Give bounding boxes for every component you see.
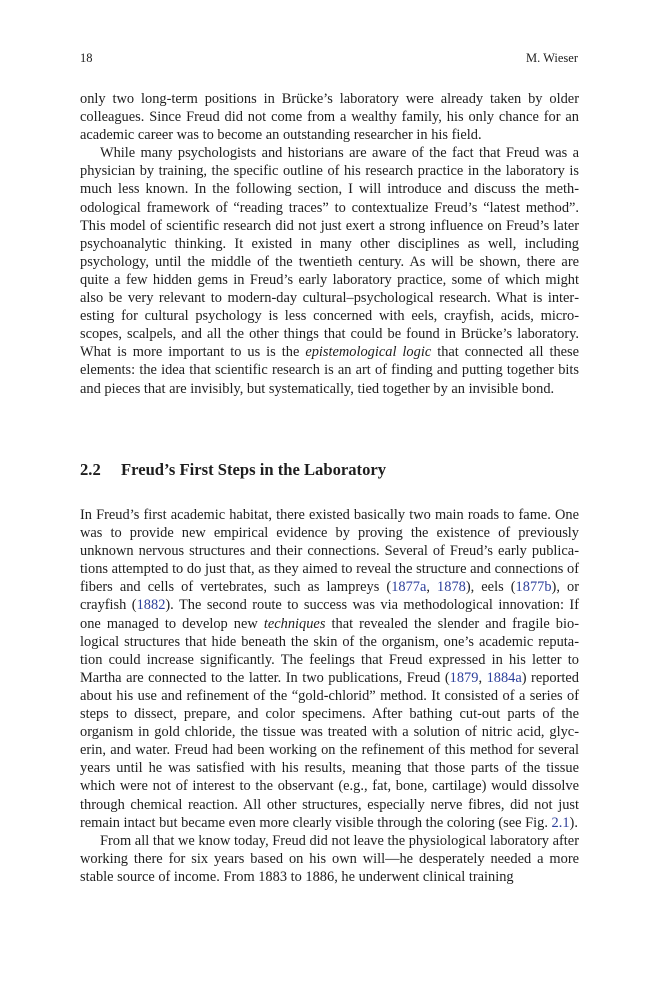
paragraph-3-text: that revealed the slender and fragile biological structures that hide beneath the skin of the organism, one’s academic reputation could increase significantly. The feelings that Freud expressed in his letter to Martha are connected to the latter. In two publications, Freud (: [80, 615, 579, 686]
paragraph-3-text: ,: [478, 669, 487, 686]
citation-link[interactable]: 1879: [449, 669, 479, 686]
citation-link[interactable]: 1877a: [391, 579, 427, 596]
citation-link[interactable]: 1878: [437, 579, 466, 596]
paragraph-4: From all that we know today, Freud did not leave the physiological laboratory after working there for six years based on his own will—he desperately needed a more stable source of income. From 1883 to 1886, he underwent clinical training: [80, 832, 579, 885]
running-header: [80, 51, 578, 71]
paragraph-3-italic: techniques: [263, 615, 326, 632]
running-head-author: M. Wieser: [525, 51, 578, 65]
paragraph-2-text-a: While many psychologists and historians are aware of the fact that Freud was a physician by training, the specific outline of his research practice in the laboratory is much less known. In the following section, I will introduce and discuss the methodological framework of “reading traces” to contextualize Freud’s “latest method”. This model of scientific research did not just exert a strong influence on Freud’s later psychoanalytic thinking. It existed in many other disciplines as well, including psychology, until the middle of the twentieth century. As will be shown, there are quite a few hidden gems in Freud’s early laboratory practice, some of which might also be very relevant to modern-day cultural–psychological research. What is interesting for cultural psychology is less concerned with eels, crayfish, acids, microscopes, scalpels, and all the other things that could be found in Brücke’s laboratory. What is more important to us is the: [80, 145, 579, 361]
paragraph-3-text: In Freud’s first academic habitat, there existed basically two main roads to fame. One was to provide new empirical evidence by proving the existence of previously unknown nervous structures and their connections. Several of Freud’s early publications attempted to do just that, as they aimed to reveal the structure and connections of fibers and cells of vertebrates, such as lampreys (: [80, 507, 579, 596]
citation-link[interactable]: 1877b: [515, 579, 552, 596]
section-title: Freud’s First Steps in the Laboratory: [121, 460, 387, 479]
paragraph-1: only two long-term positions in Brücke’s laboratory were already taken by older colleagues. Since Freud did not come from a wealthy family, his only chance for an academic career was to become an outstanding researcher in his field.: [80, 91, 579, 144]
page-number: 18: [80, 51, 93, 65]
paragraph-3-text: ).: [569, 814, 578, 831]
section-number: 2.2: [80, 460, 101, 479]
paragraph-2-italic: epistemological logic: [305, 344, 432, 361]
paragraph-3: [80, 506, 579, 832]
paragraph-2: [80, 144, 579, 397]
paragraph-3-text: ). The second route to success was via methodological innovation: If one managed to develop new: [80, 597, 579, 632]
paragraph-3-text: ,: [426, 579, 438, 596]
text-block-top: [80, 90, 579, 398]
paragraph-3-text: ), eels (: [465, 579, 516, 596]
text-block-bottom: [80, 506, 579, 886]
figure-link[interactable]: 2.1: [551, 814, 570, 831]
section-heading: [80, 460, 579, 480]
citation-link[interactable]: 1882: [136, 597, 166, 614]
citation-link[interactable]: 1884a: [486, 669, 522, 686]
paragraph-2-text-b: that connected all these elements: the idea that scientific research is an art of finding and putting together bits and pieces that are invisibly, but systematically, tied together by an invisible bond.: [80, 344, 580, 397]
paragraph-3-text: ) reported about his use and refinement of the “gold-chlorid” method. It consisted of a series of steps to dissect, prepare, and color specimens. After bathing cut-out parts of the organism in gold chloride, the tissue was treated with a solution of nitric acid, glycerin, and water. Freud had been working on the refinement of this method for several years until he was satisfied with his results, meaning that those parts of the tissue which were not of interest to the observant (e.g., fat, bone, cartilage) would dissolve through chemical reaction. All other structures, especially nerve fibres, did not just remain intact but became even more clearly visible through the coloring (see Fig.: [80, 669, 579, 831]
paragraph-3-text: ), or crayfish (: [80, 579, 579, 614]
